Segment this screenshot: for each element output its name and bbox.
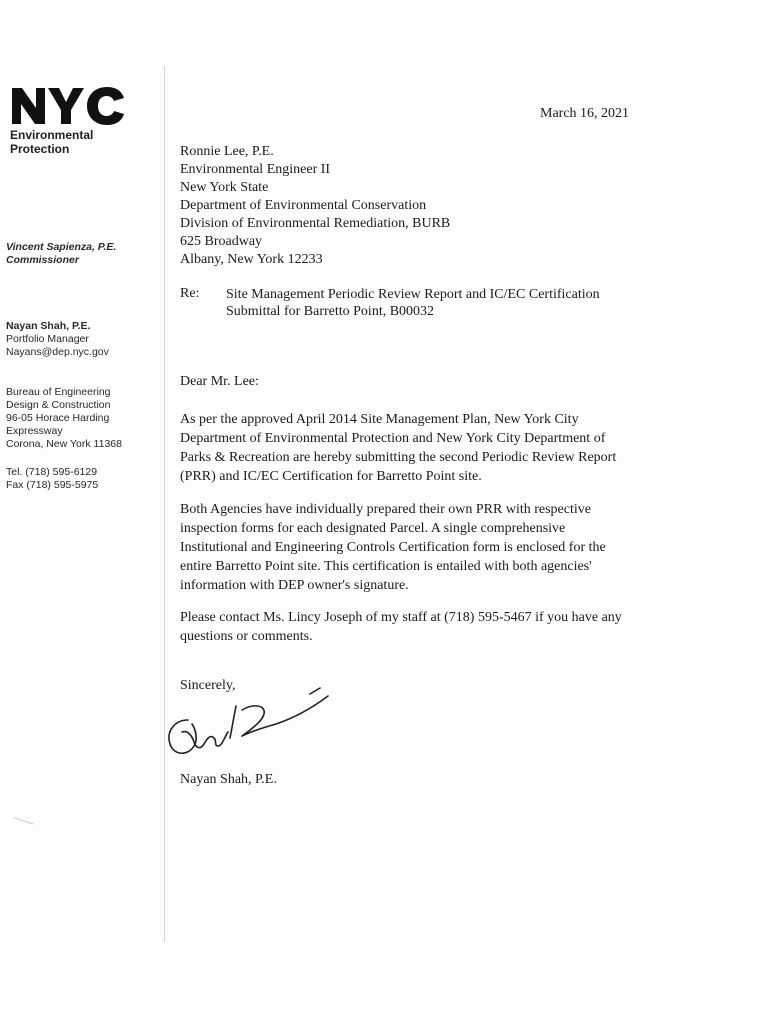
subject-text: [226, 286, 600, 320]
paragraph-line: entire Barretto Point site. This certification is entailed with both agencies': [180, 559, 592, 574]
handwritten-signature: [160, 682, 330, 768]
bureau-line-1: Bureau of Engineering: [6, 386, 111, 398]
tel-number: Tel. (718) 595-6129: [6, 466, 98, 478]
paragraph-line: Institutional and Engineering Controls Certification form is enclosed for the: [180, 540, 606, 555]
manager-email: Nayans@dep.nyc.gov: [6, 346, 109, 358]
closing: Sincerely,: [180, 678, 236, 693]
agency-line-2: Protection: [10, 142, 70, 156]
paragraph-2: [180, 500, 670, 595]
recipient-address: [180, 143, 450, 269]
recipient-line: Albany, New York 12233: [180, 252, 323, 267]
bureau-line-3: 96-05 Horace Harding: [6, 412, 110, 424]
paragraph-line: inspection forms for each designated Parcel. A single comprehensive: [180, 521, 566, 536]
paragraph-3: [180, 608, 670, 646]
recipient-line: Division of Environmental Remediation, BURB: [180, 216, 451, 231]
nyc-logo: [10, 84, 128, 128]
paragraph-line: Both Agencies have individually prepared their own PRR with respective: [180, 502, 591, 517]
contact-block: [6, 466, 98, 492]
agency-line-1: Environmental: [10, 128, 94, 142]
letter-date: March 16, 2021: [540, 106, 630, 121]
recipient-line: New York State: [180, 180, 269, 195]
manager-title: Portfolio Manager: [6, 333, 89, 345]
agency-name: [10, 128, 93, 156]
paragraph-line: Department of Environmental Protection and New York City Department of: [180, 431, 606, 446]
paragraph-line: As per the approved April 2014 Site Management Plan, New York City: [180, 412, 579, 427]
manager-name: Nayan Shah, P.E.: [6, 320, 91, 332]
subject-line-1: Site Management Periodic Review Report and IC/EC Certification: [226, 287, 600, 302]
paragraph-1: [180, 410, 670, 486]
bureau-line-5: Corona, New York 11368: [6, 438, 122, 450]
recipient-line: Ronnie Lee, P.E.: [180, 144, 274, 159]
manager-block: [6, 320, 109, 359]
salutation: Dear Mr. Lee:: [180, 374, 259, 389]
bureau-line-2: Design & Construction: [6, 399, 111, 411]
scan-mark: [11, 817, 34, 835]
paragraph-line: (PRR) and IC/EC Certification for Barretto Point site.: [180, 469, 482, 484]
commissioner-title: Commissioner: [6, 254, 79, 266]
bureau-address-block: [6, 386, 122, 451]
commissioner-name: Vincent Sapienza, P.E.: [6, 241, 117, 253]
signer-name: Nayan Shah, P.E.: [180, 772, 277, 787]
recipient-line: Environmental Engineer II: [180, 162, 331, 177]
paragraph-line: Please contact Ms. Lincy Joseph of my staff at (718) 595-5467 if you have any: [180, 610, 622, 625]
recipient-line: Department of Environmental Conservation: [180, 198, 427, 213]
column-divider: [164, 66, 165, 942]
fax-number: Fax (718) 595-5975: [6, 479, 99, 491]
paragraph-line: questions or comments.: [180, 629, 313, 644]
subject-label: Re:: [180, 286, 200, 301]
bureau-line-4: Expressway: [6, 425, 63, 437]
recipient-line: 625 Broadway: [180, 234, 263, 249]
subject-line-2: Submittal for Barretto Point, B00032: [226, 304, 435, 319]
paragraph-line: Parks & Recreation are hereby submitting the second Periodic Review Report: [180, 450, 617, 465]
paragraph-line: information with DEP owner's signature.: [180, 578, 409, 593]
commissioner-block: [6, 241, 116, 267]
